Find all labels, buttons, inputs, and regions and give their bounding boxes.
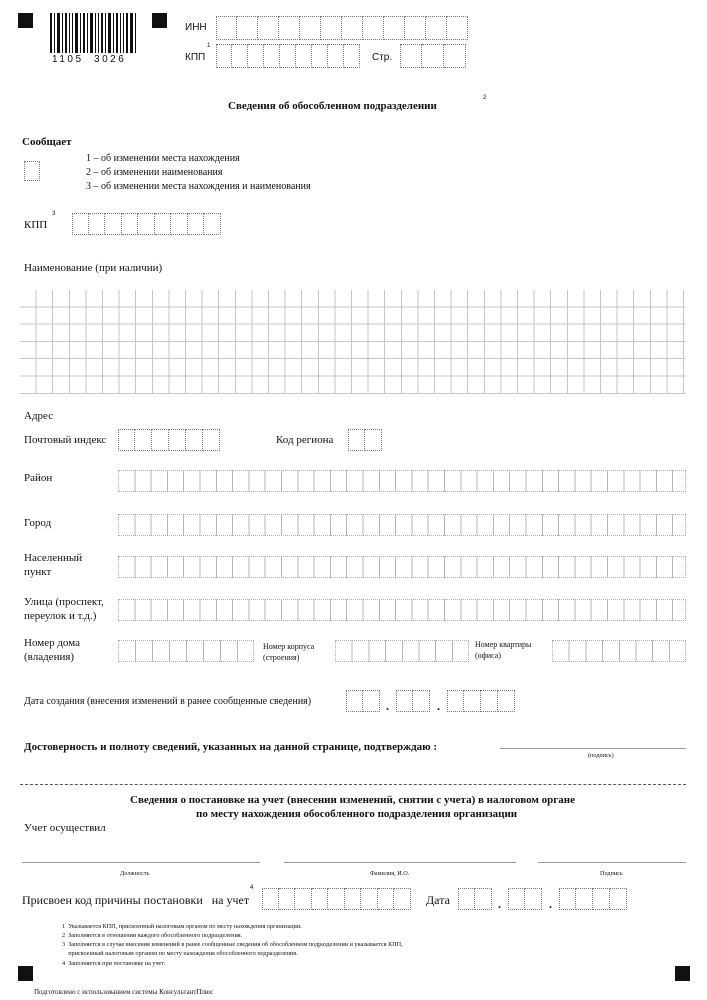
date-label: Дата [426, 893, 450, 907]
creation-date-label: Дата создания (внесения изменений в ранее сообщенные сведения) [24, 696, 312, 707]
inn-label: ИНН [185, 22, 207, 33]
footnote-1: 1 Указывается КПП, присвоенный налоговым органом по месту нахождения организации. [62, 923, 302, 930]
creation-date-year[interactable] [447, 690, 515, 712]
position-line[interactable] [22, 862, 260, 863]
apartment-label-line1: Номер квартиры [475, 640, 532, 649]
date-separator-dot: . [498, 897, 501, 911]
reports-code-field[interactable] [24, 161, 40, 181]
footnote-3-continued: присвоенный налоговым органом по месту нахождения обособленного подразделения. [62, 950, 298, 957]
reports-option-1: 1 – об изменении места нахождения [86, 153, 240, 164]
tax-section-title-2: по месту нахождения обособленного подразделения организации [196, 808, 518, 820]
reg-date-day[interactable] [458, 888, 492, 910]
reports-option-2: 2 – об изменении наименования [86, 167, 223, 178]
street-label-line1: Улица (проспект, [24, 596, 104, 608]
settlement-field[interactable] [118, 556, 686, 578]
signature-line[interactable] [500, 748, 686, 749]
corner-mark-top-right [152, 13, 167, 28]
full-name-caption: Фамилия, И.О. [370, 870, 410, 877]
street-label-line2: переулок и т.д.) [24, 610, 97, 622]
corner-mark-bottom-left [18, 966, 33, 981]
date-separator-dot: . [437, 699, 440, 713]
footnote-4: 4 Заполняется при постановке на учет. [62, 960, 166, 967]
house-label-line2: (владения) [24, 651, 75, 663]
position-caption: Должность [120, 870, 150, 877]
footnote-ref-4: 4 [250, 884, 254, 891]
building-label-line1: Номер корпуса [263, 642, 315, 651]
tax-section-title-1: Сведения о постановке на учет (внесении изменений, снятии с учета) в налоговом органе [130, 794, 575, 806]
code-reason-label: Присвоен код причины постановки на учет [22, 893, 250, 907]
postal-label: Почтовый индекс [24, 434, 107, 446]
reports-option-3: 3 – об изменении места нахождения и наименования [86, 181, 311, 192]
kpp-header-field[interactable] [216, 44, 360, 68]
footer-text: Подготовлено с использованием системы КонсультантПлюс [34, 988, 214, 996]
footnote-ref-3: 3 [52, 210, 56, 217]
barcode-number: 1105 3026 [52, 54, 127, 65]
address-label: Адрес [24, 410, 54, 422]
footnote-ref-1: 1 [207, 42, 211, 49]
city-label: Город [24, 517, 52, 529]
apartment-field[interactable] [552, 640, 686, 662]
reports-label: Сообщает [22, 136, 72, 148]
footnote-ref-2: 2 [483, 94, 487, 101]
building-label-line2: (строения) [263, 653, 300, 662]
kpp-field[interactable] [72, 213, 221, 235]
full-name-line[interactable] [284, 862, 516, 863]
reg-date-year[interactable] [559, 888, 627, 910]
page-title: Сведения об обособленном подразделении [228, 100, 437, 112]
date-separator-dot: . [549, 897, 552, 911]
building-field[interactable] [335, 640, 469, 662]
footnote-3: 3 Заполняется в случае внесения изменений в ранее сообщенные сведения об обособленном подразделении и указывается КПП, [62, 941, 403, 948]
date-separator-dot: . [386, 699, 389, 713]
sign-line[interactable] [538, 862, 686, 863]
name-field[interactable] [20, 290, 686, 394]
postal-code-field[interactable] [118, 429, 220, 451]
page-field[interactable] [400, 44, 466, 68]
signature-caption: (подпись) [588, 752, 614, 759]
footnote-2: 2 Заполняется в отношении каждого обособленного подразделения. [62, 932, 243, 939]
inn-field[interactable] [216, 16, 468, 40]
house-field[interactable] [118, 640, 254, 662]
district-field[interactable] [118, 470, 686, 492]
creation-date-month[interactable] [396, 690, 430, 712]
name-label: Наименование (при наличии) [24, 262, 163, 274]
performed-label: Учет осуществил [24, 822, 106, 834]
house-label-line1: Номер дома [24, 637, 80, 649]
reg-date-month[interactable] [508, 888, 542, 910]
kpp-header-label: КПП [185, 52, 206, 63]
region-code-field[interactable] [348, 429, 382, 451]
corner-mark-bottom-right [675, 966, 690, 981]
cut-line [20, 784, 686, 785]
code-reason-field[interactable] [262, 888, 411, 910]
barcode [50, 13, 138, 53]
region-label: Код региона [276, 434, 334, 446]
settlement-label-line2: пункт [24, 566, 52, 578]
creation-date-day[interactable] [346, 690, 380, 712]
kpp-label: КПП [24, 219, 48, 231]
sign-caption: Подпись [600, 870, 623, 877]
corner-mark-top-left [18, 13, 33, 28]
apartment-label-line2: (офиса) [475, 651, 501, 660]
settlement-label-line1: Населенный [24, 552, 83, 564]
district-label: Район [24, 472, 53, 484]
street-field[interactable] [118, 599, 686, 621]
city-field[interactable] [118, 514, 686, 536]
page-label: Стр. [372, 52, 393, 63]
confirm-statement: Достоверность и полноту сведений, указанных на данной странице, подтверждаю : [24, 741, 437, 753]
